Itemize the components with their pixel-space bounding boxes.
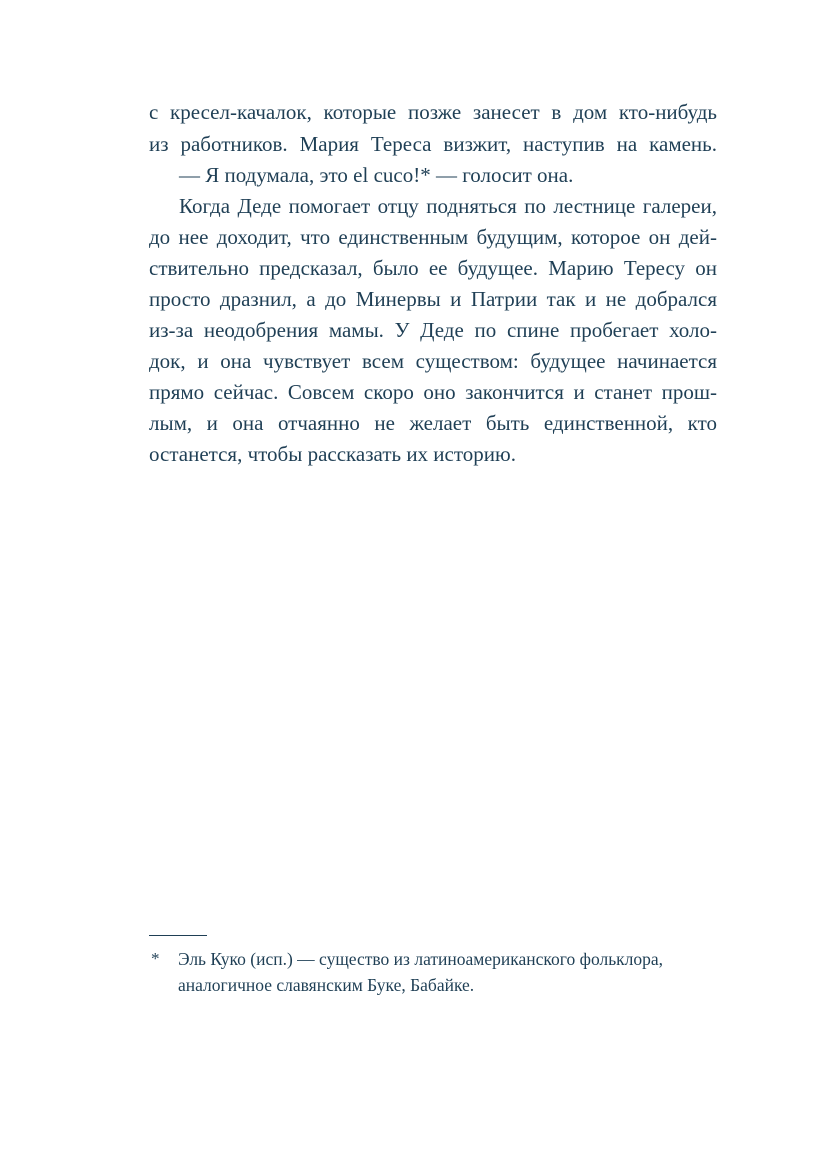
- paragraph-end-line: останется, чтобы рассказать их историю.: [149, 442, 516, 466]
- dialogue-line: — Я подумала, это el cuco!* — голосит она.: [179, 163, 574, 187]
- text-line: лым, и она отчаянно не желает быть единственной, кто: [149, 411, 717, 435]
- paragraph-start-line: Когда Деде помогает отцу подняться по лестнице галереи,: [179, 194, 717, 218]
- footnote-marker: *: [151, 949, 160, 968]
- text-line: просто дразнил, а до Минервы и Патрии так и не добрался: [149, 287, 717, 311]
- text-line: док, и она чувствует всем существом: будущее начинается: [149, 349, 717, 373]
- text-line: до нее доходит, что единственным будущим, которое он дей-: [149, 225, 717, 249]
- text-line: ствительно предсказал, было ее будущее. Марию Тересу он: [149, 256, 717, 280]
- text-line: из работников. Мария Тереса визжит, наступив на камень.: [149, 132, 717, 156]
- footnote-divider: [149, 935, 207, 936]
- footnote-text-line: аналогичное славянским Буке, Бабайке.: [178, 975, 475, 995]
- text-line: с кресел-качалок, которые позже занесет в дом кто-нибудь: [149, 100, 717, 124]
- text-line: из-за неодобрения мамы. У Деде по спине пробегает холо-: [149, 318, 717, 342]
- text-line: прямо сейчас. Совсем скоро оно закончится и станет прош-: [149, 380, 717, 404]
- footnote-text-line: Эль Куко (исп.) — существо из латиноамериканского фольклора,: [178, 949, 664, 969]
